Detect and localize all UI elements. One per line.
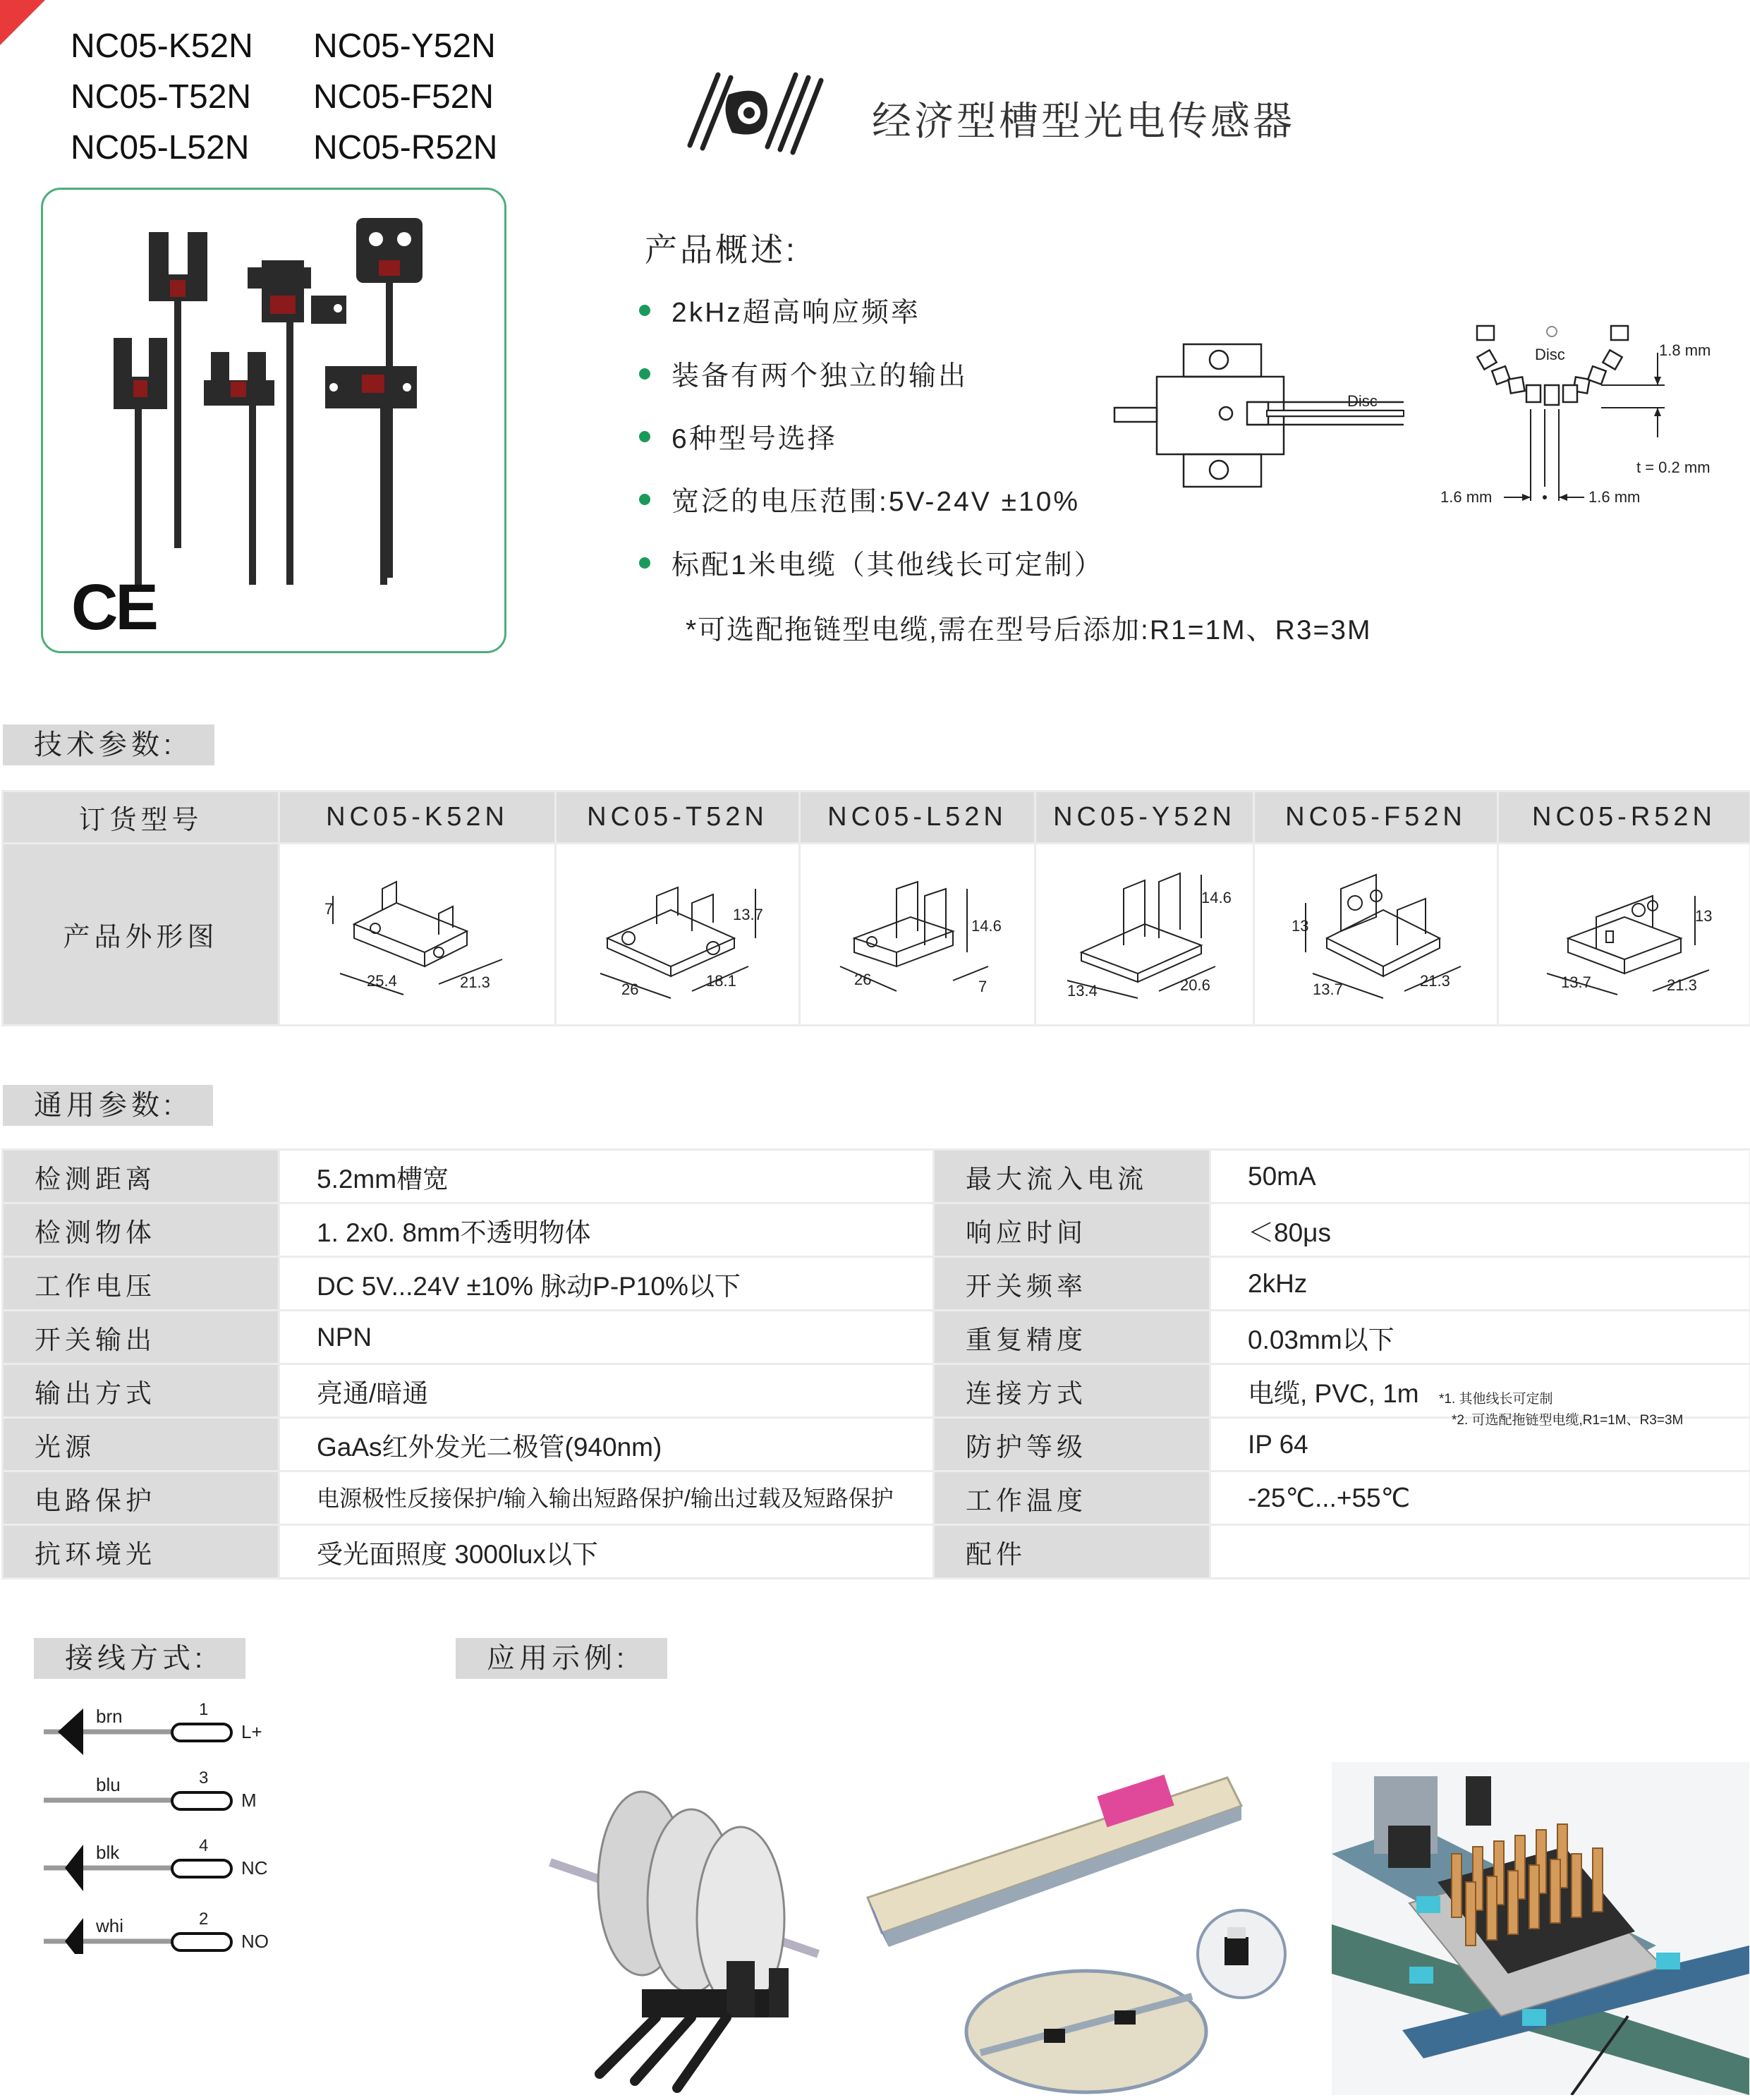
- table-row: [3, 1203, 1750, 1257]
- param-label: 输出方式: [3, 1364, 279, 1418]
- svg-text:25.4: 25.4: [366, 971, 397, 990]
- signal-label: L+: [241, 1721, 262, 1742]
- dimension-drawing: [1498, 844, 1750, 1026]
- model-header: NC05-F52N: [1254, 791, 1498, 844]
- param-label: 检测物体: [3, 1203, 279, 1257]
- param-label: 光源: [3, 1418, 279, 1471]
- dim-label: 1.6 mm: [1588, 488, 1641, 506]
- svg-text:13: 13: [1291, 916, 1308, 935]
- general-spec-table: [1, 1148, 1750, 1579]
- dimension-drawing: [1035, 844, 1254, 1026]
- param-value: 5.2mm槽宽: [279, 1150, 934, 1203]
- model-header: NC05-Y52N: [1035, 791, 1254, 844]
- section-tag-application: 应用示例:: [456, 1638, 667, 1679]
- corner-mark: [0, 0, 45, 45]
- param-value: ＜80μs: [1210, 1203, 1750, 1257]
- product-photo: [41, 188, 506, 653]
- l52n-drawing: [812, 861, 1023, 1002]
- bullet-icon: [639, 368, 650, 380]
- order-model-label: 订货型号: [3, 791, 279, 844]
- model-name-t52n: NC05-T52N: [71, 78, 252, 116]
- svg-text:7: 7: [978, 977, 987, 995]
- feature-item: 6种型号选择: [672, 424, 837, 454]
- bullet-icon: [639, 494, 650, 505]
- param-value: [1210, 1525, 1750, 1579]
- svg-text:21.3: 21.3: [459, 973, 490, 991]
- svg-text:13.4: 13.4: [1067, 981, 1098, 1000]
- section-tag-wiring: 接线方式:: [34, 1638, 245, 1679]
- svg-text:13.7: 13.7: [1560, 973, 1591, 991]
- dimension-drawing: [1254, 844, 1498, 1026]
- ce-mark: CE: [71, 571, 156, 643]
- signal-label: NC: [241, 1857, 268, 1879]
- param-value: 1. 2x0. 8mm不透明物体: [279, 1203, 934, 1257]
- section-tag-tech: 技术参数:: [3, 724, 214, 765]
- param-value: -25℃...+55℃: [1210, 1471, 1750, 1525]
- disc-slot-detail-diagram: [1439, 317, 1749, 515]
- svg-text:18.1: 18.1: [705, 971, 736, 990]
- param-label: 最大流入电流: [934, 1150, 1210, 1203]
- svg-text:21.3: 21.3: [1419, 971, 1450, 990]
- application-rail-image: [861, 1749, 1298, 2095]
- param-label: 工作温度: [934, 1471, 1210, 1525]
- f52n-drawing: [1270, 861, 1482, 1002]
- table-row: [3, 1471, 1750, 1525]
- param-label: 重复精度: [934, 1311, 1210, 1364]
- application-pin-array-image: [1332, 1762, 1749, 2095]
- feature-item: 装备有两个独立的输出: [672, 361, 968, 392]
- param-value: 电源极性反接保护/输入输出短路保护/输出过载及短路保护: [279, 1471, 934, 1525]
- dim-label: 1.8 mm: [1659, 341, 1711, 359]
- param-value: 电缆, PVC, 1m: [1210, 1364, 1750, 1418]
- cable-note: *2. 可选配拖链型电缆,R1=1M、R3=3M: [1452, 1413, 1684, 1428]
- param-value: 2kHz: [1210, 1257, 1750, 1311]
- svg-text:13: 13: [1694, 906, 1712, 925]
- svg-text:13.7: 13.7: [732, 905, 763, 923]
- param-label: 配件: [934, 1525, 1210, 1579]
- feature-item: 宽泛的电压范围:5V-24V ±10%: [672, 487, 1081, 517]
- pin-number: 3: [199, 1768, 209, 1788]
- param-label: 连接方式: [934, 1364, 1210, 1418]
- model-header: NC05-T52N: [556, 791, 800, 844]
- table-row: [3, 1257, 1750, 1311]
- model-header: NC05-R52N: [1498, 791, 1750, 844]
- wire-color-label: blk: [96, 1842, 120, 1863]
- svg-text:7: 7: [324, 899, 333, 918]
- section-tag-general: 通用参数:: [3, 1085, 213, 1126]
- bullet-icon: [639, 431, 650, 442]
- svg-text:26: 26: [621, 980, 638, 998]
- svg-text:20.6: 20.6: [1179, 976, 1210, 994]
- svg-text:26: 26: [853, 970, 871, 988]
- bullet-icon: [639, 557, 650, 569]
- k52n-drawing: [312, 861, 523, 1002]
- model-name-r52n: NC05-R52N: [313, 129, 498, 166]
- r52n-drawing: [1519, 861, 1730, 1002]
- pin-number: 4: [199, 1836, 209, 1855]
- feature-item: 2kHz超高响应频率: [672, 298, 920, 328]
- feature-item: 标配1米电缆（其他线长可定制）: [672, 550, 1104, 581]
- svg-text:21.3: 21.3: [1666, 976, 1697, 994]
- param-value: GaAs红外发光二极管(940nm): [279, 1418, 934, 1471]
- model-name-l52n: NC05-L52N: [71, 129, 250, 166]
- application-disc-image: [536, 1764, 832, 2095]
- model-name-k52n: NC05-K52N: [71, 28, 253, 65]
- disc-label: Disc: [1535, 346, 1565, 363]
- pin-number: 2: [199, 1910, 209, 1929]
- cable-option-note: *可选配拖链型电缆,需在型号后添加:R1=1M、R3=3M: [686, 615, 1372, 645]
- overview-title: 产品概述:: [645, 231, 798, 268]
- dimension-drawing: [279, 844, 556, 1026]
- signal-label: NO: [241, 1931, 269, 1952]
- table-row: [3, 1525, 1750, 1579]
- svg-text:14.6: 14.6: [971, 916, 1002, 935]
- param-value: 亮通/暗通: [279, 1364, 934, 1418]
- pin-number: 1: [199, 1700, 209, 1719]
- dimension-drawing: [800, 844, 1035, 1026]
- disc-label: Disc: [1347, 392, 1378, 410]
- svg-text:13.7: 13.7: [1312, 980, 1343, 998]
- dim-label: t = 0.2 mm: [1636, 459, 1710, 476]
- svg-text:14.6: 14.6: [1201, 888, 1232, 906]
- param-label: 检测距离: [3, 1150, 279, 1203]
- bullet-icon: [639, 305, 650, 316]
- shape-label: 产品外形图: [3, 844, 279, 1026]
- signal-label: M: [241, 1790, 257, 1811]
- brand-logo-icon: [662, 68, 831, 159]
- slot-sensor-diagram: [1107, 332, 1418, 501]
- param-label: 防护等级: [934, 1418, 1210, 1471]
- cable-note: *1. 其他线长可定制: [1439, 1392, 1553, 1407]
- dimension-drawing: [556, 844, 800, 1026]
- wire-color-label: whi: [96, 1915, 124, 1936]
- table-row: [3, 1150, 1750, 1203]
- wire-color-label: brn: [96, 1706, 123, 1727]
- param-value: 受光面照度 3000lux以下: [279, 1525, 934, 1579]
- param-value: 0.03mm以下: [1210, 1311, 1750, 1364]
- tech-spec-table: [1, 790, 1750, 1026]
- page-title: 经济型槽型光电传感器: [872, 99, 1295, 143]
- param-label: 工作电压: [3, 1257, 279, 1311]
- param-value: 50mA: [1210, 1150, 1750, 1203]
- model-header: NC05-L52N: [800, 791, 1035, 844]
- t52n-drawing: [572, 861, 784, 1002]
- table-row: [3, 1311, 1750, 1364]
- model-name-f52n: NC05-F52N: [313, 78, 494, 116]
- dim-label: 1.6 mm: [1440, 488, 1493, 506]
- param-label: 抗环境光: [3, 1525, 279, 1579]
- model-header: NC05-K52N: [279, 791, 556, 844]
- model-name-y52n: NC05-Y52N: [313, 28, 496, 65]
- param-value: IP 64: [1210, 1418, 1750, 1471]
- param-label: 电路保护: [3, 1471, 279, 1525]
- wire-color-label: blu: [96, 1774, 121, 1795]
- param-value: DC 5V...24V ±10% 脉动P-P10%以下: [279, 1257, 934, 1311]
- param-label: 响应时间: [934, 1203, 1210, 1257]
- param-label: 开关频率: [934, 1257, 1210, 1311]
- param-value: NPN: [279, 1311, 934, 1364]
- y52n-drawing: [1039, 861, 1251, 1002]
- param-label: 开关输出: [3, 1311, 279, 1364]
